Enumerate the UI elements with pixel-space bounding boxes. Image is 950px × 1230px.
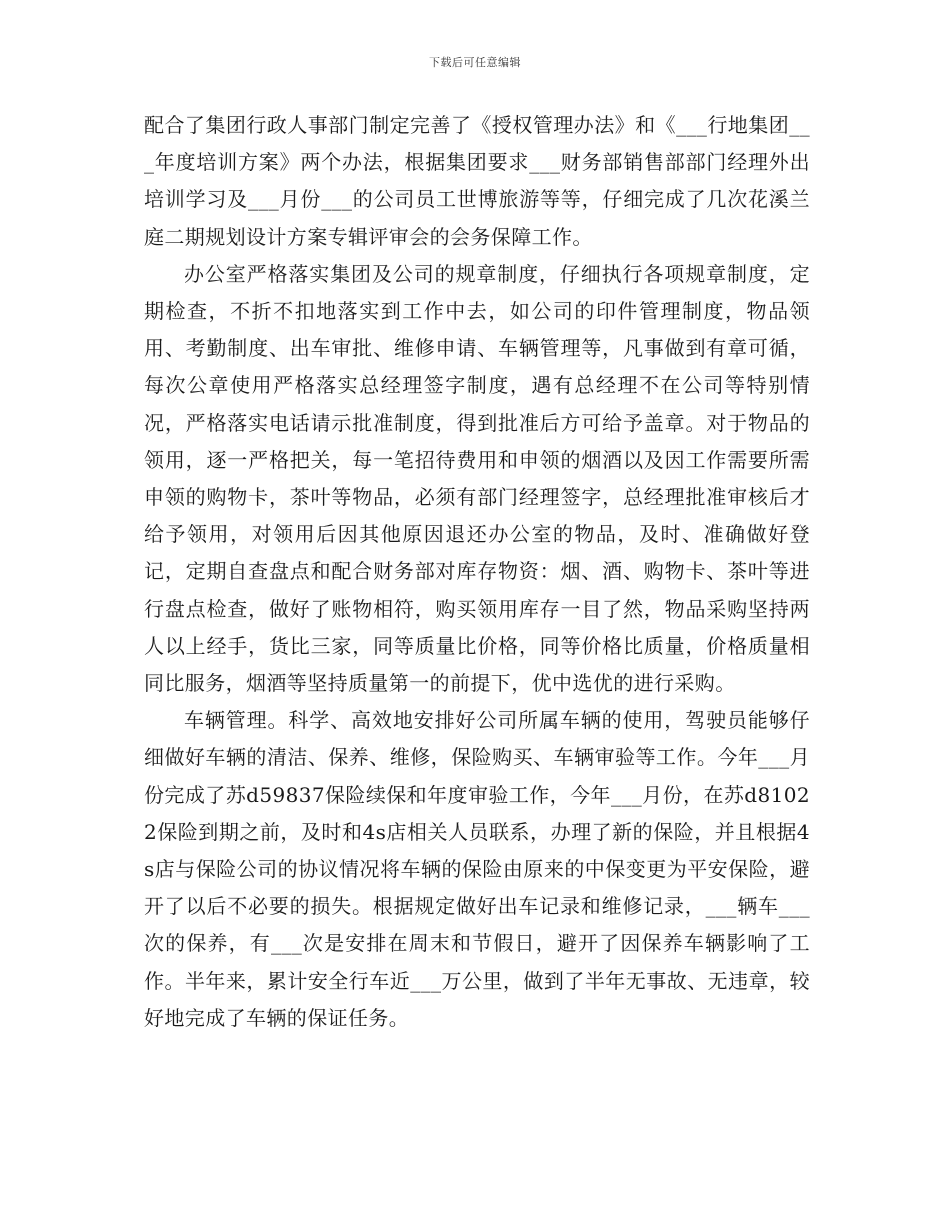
page-header: 下载后可任意编辑	[429, 56, 521, 69]
paragraph-vehicle-management: 车辆管理。科学、高效地安排好公司所属车辆的使用，驾驶员能够仔细做好车辆的清洁、保养、维修，保险购买、车辆审验等工作。今年___月份完成了苏d59837保险续保和年度审验工作，今年___月份，在苏d81022保险到期之前，及时和4s店相关人员联系，办理了新的保险，并且根据4s店与保险公司的协议情况将车辆的保险由原来的中保变更为平安保险，避开了以后不必要的损失。根据规定做好出车记录和维修记录，___辆车___次的保养，有___次是安排在周末和节假日，避开了因保养车辆影响了工作。半年来，累计安全行车近___万公里，做到了半年无事故、无违章，较好地完成了车辆的保证任务。	[144, 708, 810, 1030]
document-body	[144, 107, 810, 1037]
paragraph-meeting-support: 配合了集团行政人事部门制定完善了《授权管理办法》和《___行地集团___年度培训方案》两个办法，根据集团要求___财务部销售部部门经理外出培训学习及___月份___的公司员工世博旅游等等，仔细完成了几次花溪兰庭二期规划设计方案专辑评审会的会务保障工作。	[144, 113, 810, 249]
paragraph-office-regulations: 办公室严格落实集团及公司的规章制度，仔细执行各项规章制度，定期检查，不折不扣地落实到工作中去，如公司的印件管理制度，物品领用、考勤制度、出车审批、维修申请、车辆管理等，凡事做到有章可循，每次公章使用严格落实总经理签字制度，遇有总经理不在公司等特别情况，严格落实电话请示批准制度，得到批准后方可给予盖章。对于物品的领用，逐一严格把关，每一笔招待费用和申领的烟酒以及因工作需要所需申领的购物卡，茶叶等物品，必须有部门经理签字，总经理批准审核后才给予领用，对领用后因其他原因退还办公室的物品，及时、准确做好登记，定期自查盘点和配合财务部对库存物资：烟、酒、购物卡、茶叶等进行盘点检查，做好了账物相符，购买领用库存一目了然，物品采购坚持两人以上经手，货比三家，同等质量比价格，同等价格比质量，价格质量相同比服务，烟酒等坚持质量第一的前提下，优中选优的进行采购。	[144, 261, 810, 696]
